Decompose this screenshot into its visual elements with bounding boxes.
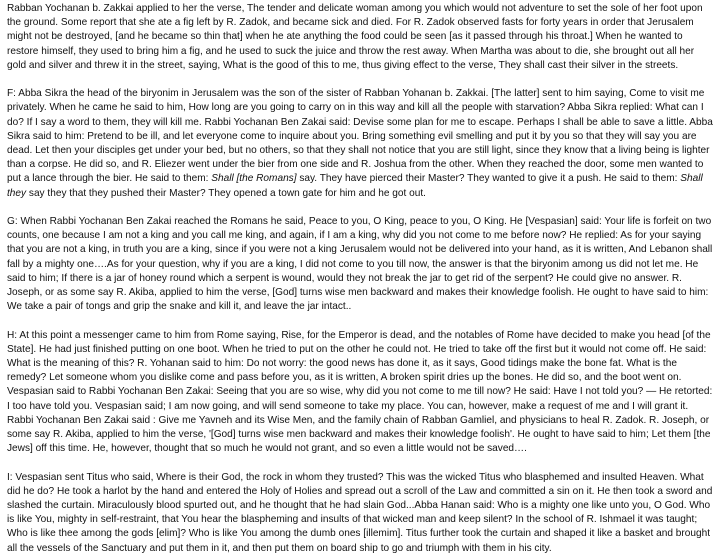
paragraph-text: I: Vespasian sent Titus who said, Where is their God, the rock in whom they trusted? This was the wicked Titus who blasphemed and insulted Heaven. What did he do? He took a harlot by the hand and entered the Holy of Holies and spread out a scroll of the Law and committed a sin on it. He then took a sword and slashed the curtain. Miraculously blood spurted out, and he thought that he had slain God...Abba Hanan said: Who is a mighty one like unto you, O God. Who is like You, mighty in self-restraint, that You hear the blaspheming and insults of that wicked man and keep silent? In the school of R. Ishmael it was taught; Who is like thee among the gods [elim]? Who is like You among the dumb ones [illemim]. Titus further took the curtain and shaped it like a basket and brought all the vessels of the Sanctuary and put them in it, and then put them on board ship to go and triumph with them in his city.: [7, 471, 713, 554]
italic-phrase: Shall [the Romans]: [211, 173, 297, 185]
paragraph-text: G: When Rabbi Yochanan Ben Zakai reached the Romans he said, Peace to you, O King, peace to you, O King. He [Vespasian] said: Your life is forfeit on two counts, one because I am not a king and you call me king, and again, if I am a king, why did you not come to me before now? He replied: As for your saying that you are not a king, in truth you are a king, since if you were not a king Jerusalem would not be delivered into your hand, as it is written, And Lebanon shall fall by a mighty one….As for your question, why if you are a king, I did not come to you till now, the answer is that the biryonim among us did not let me. He said to him; If there is a jar of honey round which a serpent is wound, would they not break the jar to get rid of the serpent? He could give no answer. R. Joseph, or as some say R. Akiba, applied to him the verse, [God] turns wise men backward and makes their knowledge foolish. He ought to have said to him: We take a pair of tongs and grip the snake and kill it, and leave the jar intact..: [7, 216, 713, 313]
paragraph-f: [7, 87, 714, 201]
paragraph-intro: [7, 2, 714, 73]
paragraph-text: H: At this point a messenger came to him from Rome saying, Rise, for the Emperor is dead, and the notables of Rome have decided to make you head [of the State]. He had just finished putting on one boot. When he tried to put on the other he could not. He tried to take off the first but it would not come off. He said: What is the meaning of this? R. Yohanan said to him: Do not worry: the good news has done it, as it says, Good tidings make the bone fat. What is the remedy? Let someone whom you dislike come and pass before you, as it is written, A broken spirit dries up the bones. He did so, and the boot went on. Vespasian said to Rabbi Yochanan Ben Zakai: Seeing that you are so wise, why did you not come to me till now? He said: Have I not told you? — He retorted: I too have told you. Vespasian said; I am now going, and will send someone to take my place. You can, however, make a request of me and I will grant it. Rabbi Yochanan Ben Zakai said : Give me Yavneh and its Wise Men, and the family chain of Rabban Gamliel, and physicians to heal R. Zadok. R. Joseph, or some say R. Akiba, applied to him the verse, '[God] turns wise men backward and makes their knowledge foolish'. He ought to have said to him; Let them [the Jews] off this time. He, however, thought that so much he would not grant, and so even a little would not be saved….: [7, 329, 713, 455]
paragraph-text: say. They have pierced their Master? They wanted to give it a push. He said to them:: [296, 173, 681, 185]
document-page: [7, 2, 714, 556]
paragraph-i: [7, 471, 714, 556]
italic-phrase: Shall they: [7, 173, 703, 199]
paragraph-text: say they that they pushed their Master? They opened a town gate for him and he got out.: [26, 187, 426, 199]
paragraph-h: [7, 329, 714, 457]
paragraph-text: Rabban Yochanan b. Zakkai applied to her the verse, The tender and delicate woman among you which would not adventure to set the sole of her foot upon the ground. Some report that she ate a fig left by R. Zadok, and became sick and died. For R. Zadok observed fasts for forty years in order that Jerusalem might not be destroyed, [and he became so thin that] when he ate anything the food could be seen [as it passed through his throat.] When he wanted to restore himself, they used to bring him a fig, and he used to suck the juice and throw the rest away. When Martha was about to die, she brought out all her gold and silver and threw it in the street, saying, What is the good of this to me, thus giving effect to the verse, They shall cast their silver in the streets.: [7, 3, 703, 71]
paragraph-text: F: Abba Sikra the head of the biryonim in Jerusalem was the son of the sister of Rabban Yohanan b. Zakkai. [The latter] sent to him saying, Come to visit me privately. When he came he said to him, How long are you going to carry on in this way and kill all the people with starvation? Abba Sikra replied: What can I do? If I say a word to them, they will kill me. Rabbi Yochanan Ben Zakai said: Devise some plan for me to escape. Perhaps I shall be able to save a little. Abba Sikra said to him: Pretend to be ill, and let everyone come to inquire about you. Bring something evil smelling and put it by you so that they will say you are dead. Let then your disciples get under your bed, but no others, so that they shall not notice that you are still light, since they know that a living being is lighter than a corpse. He did so, and R. Eliezer went under the bier from one side and R. Joshua from the other. When they reached the door, some men wanted to put a lance through the bier. He said to them:: [7, 88, 713, 185]
paragraph-g: [7, 215, 714, 314]
